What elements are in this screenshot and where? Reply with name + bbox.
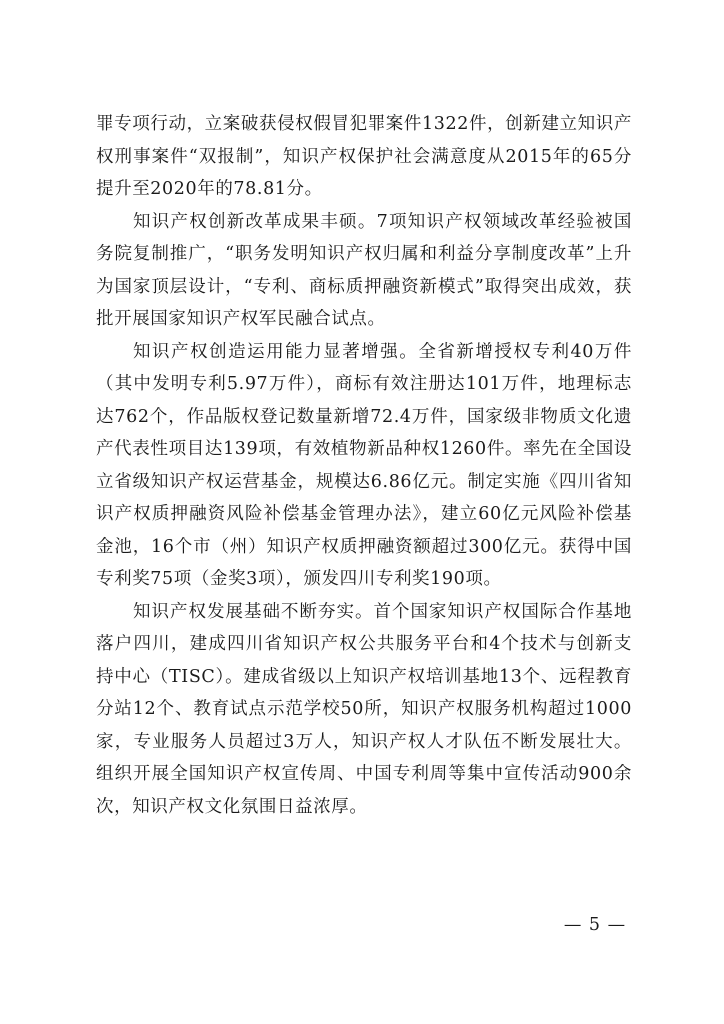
paragraph-continuation: 罪专项行动，立案破获侵权假冒犯罪案件1322件，创新建立知识产权刑事案件“双报制”，知识产权保护社会满意度从2015年的65分提升至2020年的78.81分。 [96, 114, 632, 199]
paragraph-development-foundation: 知识产权发展基础不断夯实。首个国家知识产权国际合作基地落户四川，建成四川省知识产权公共服务平台和4个技术与创新支持中心（TISC）。建成省级以上知识产权培训基地13个、远程教育分站12个、教育试点示范学校50所，知识产权服务机构超过1000家，专业服务人员超过3万人，知识产权人才队伍不断发展壮大。组织开展全国知识产权宣传周、中国专利周等集中宣传活动900余次，知识产权文化氛围日益浓厚。 [96, 601, 632, 817]
document-body [96, 108, 632, 823]
paragraph-creation-utilization: 知识产权创造运用能力显著增强。全省新增授权专利40万件（其中发明专利5.97万件），商标有效注册达101万件，地理标志达762个，作品版权登记数量新增72.4万件，国家级非物质文化遗产代表性项目达139项，有效植物新品种权1260件。率先在全国设立省级知识产权运营基金，规模达6.86亿元。制定实施《四川省知识产权质押融资风险补偿基金管理办法》，建立60亿元风险补偿基金池，16个市（州）知识产权质押融资额超过300亿元。获得中国专利奖75项（金奖3项），颁发四川专利奖190项。 [96, 341, 632, 589]
paragraph-reform-achievements: 知识产权创新改革成果丰硕。7项知识产权领域改革经验被国务院复制推广，“职务发明知识产权归属和利益分享制度改革”上升为国家顶层设计，“专利、商标质押融资新模式”取得突出成效，获批开展国家知识产权军民融合试点。 [96, 211, 633, 329]
page-number: — 5 — [563, 915, 627, 935]
